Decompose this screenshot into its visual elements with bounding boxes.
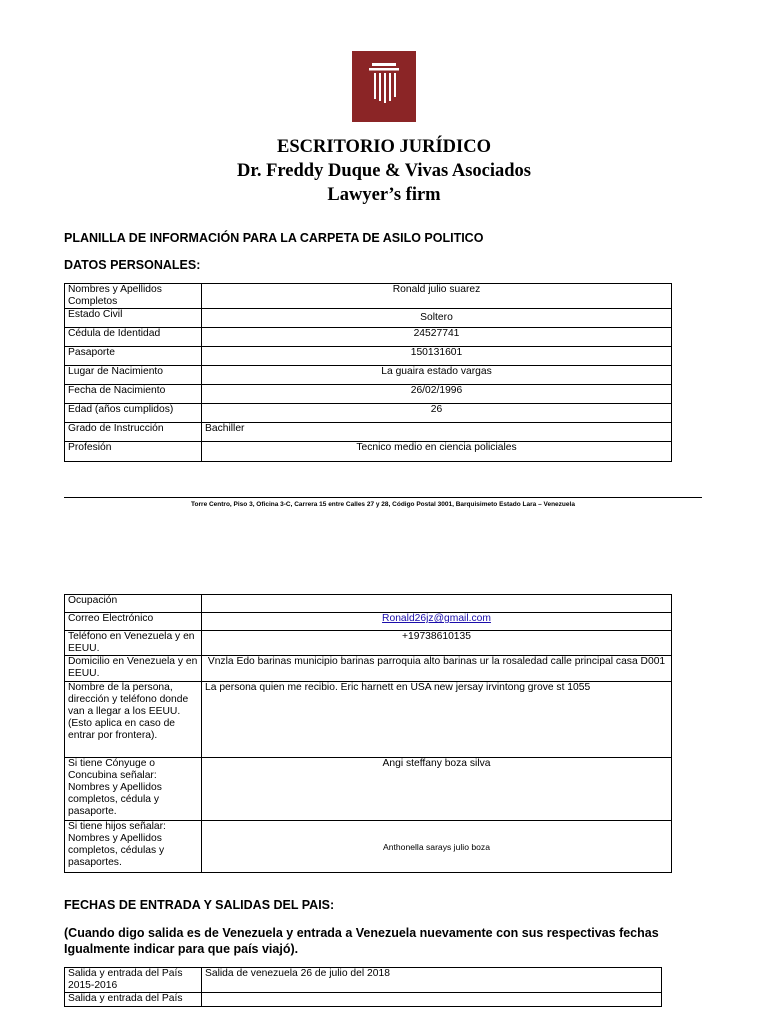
firm-logo — [352, 51, 416, 122]
column-icon — [352, 51, 416, 122]
estado-civil-value[interactable]: Soltero — [202, 309, 672, 328]
footer-divider — [64, 497, 702, 498]
footer-address: Torre Centro, Piso 3, Oficina 3-C, Carrera 15 entre Calles 27 y 28, Código Postal 3001, Barquisimeto Estado Lara – Venezuela — [191, 501, 575, 508]
profesion-label: Profesión — [65, 442, 202, 462]
conyuge-value[interactable]: Angi steffany boza silva — [202, 758, 672, 821]
correo-label: Correo Electrónico — [65, 613, 202, 631]
ocupacion-value[interactable] — [202, 595, 672, 613]
telefono-label: Teléfono en Venezuela y en EEUU. — [65, 631, 202, 656]
profesion-value[interactable]: Tecnico medio en ciencia policiales — [202, 442, 672, 462]
form-title: PLANILLA DE INFORMACIÓN PARA LA CARPETA DE ASILO POLITICO — [64, 231, 484, 245]
table-row — [65, 284, 672, 309]
ocupacion-label: Ocupación — [65, 595, 202, 613]
personal-section-title: DATOS PERSONALES: — [64, 258, 201, 272]
table-row — [65, 385, 672, 404]
table-row — [65, 656, 672, 682]
table-row — [65, 821, 672, 873]
table-row — [65, 595, 672, 613]
edad-value[interactable]: 26 — [202, 404, 672, 423]
table-row — [65, 328, 672, 347]
firm-name-line1: ESCRITORIO JURÍDICO — [277, 137, 491, 157]
lugar-nacimiento-label: Lugar de Nacimiento — [65, 366, 202, 385]
travel-row2-value[interactable] — [202, 993, 662, 1007]
table-row — [65, 758, 672, 821]
table-row — [65, 631, 672, 656]
table-row — [65, 993, 662, 1007]
table-row — [65, 442, 672, 462]
cedula-value[interactable]: 24527741 — [202, 328, 672, 347]
grado-instruccion-value[interactable]: Bachiller — [202, 423, 672, 442]
travel-note: (Cuando digo salida es de Venezuela y entrada a Venezuela nuevamente con sus respectivas fechas Igualmente indicar para que país viajó). — [64, 926, 659, 956]
cedula-label: Cédula de Identidad — [65, 328, 202, 347]
travel-table — [64, 967, 662, 1007]
firm-name-line2: Dr. Freddy Duque & Vivas Asociados — [237, 161, 531, 181]
grado-instruccion-label: Grado de Instrucción — [65, 423, 202, 442]
table-row — [65, 404, 672, 423]
lugar-nacimiento-value[interactable]: La guaira estado vargas — [202, 366, 672, 385]
firm-name-line3: Lawyer’s firm — [327, 185, 441, 205]
table-row — [65, 968, 662, 993]
nombres-value[interactable]: Ronald julio suarez — [202, 284, 672, 309]
domicilio-value[interactable]: Vnzla Edo barinas municipio barinas parroquia alto barinas ur la rosaledad calle principal casa D001 — [202, 656, 672, 682]
personal-data-table — [64, 283, 672, 462]
pasaporte-value[interactable]: 150131601 — [202, 347, 672, 366]
fecha-nacimiento-value[interactable]: 26/02/1996 — [202, 385, 672, 404]
table-row — [65, 347, 672, 366]
travel-row1-label: Salida y entrada del País 2015-2016 — [65, 968, 202, 993]
hijos-value[interactable]: Anthonella sarays julio boza — [202, 821, 672, 873]
nombres-label: Nombres y Apellidos Completos — [65, 284, 202, 309]
travel-row1-value[interactable]: Salida de venezuela 26 de julio del 2018 — [202, 968, 662, 993]
contact-data-table — [64, 594, 672, 873]
conyuge-label: Si tiene Cónyuge o Concubina señalar: Nombres y Apellidos completos, cédula y pasaporte. — [65, 758, 202, 821]
pasaporte-label: Pasaporte — [65, 347, 202, 366]
persona-contacto-label: Nombre de la persona, dirección y teléfono donde van a llegar a los EEUU. (Esto aplica en caso de entrar por frontera). — [65, 682, 202, 758]
domicilio-label: Domicilio en Venezuela y en EEUU. — [65, 656, 202, 682]
estado-civil-label: Estado Civil — [65, 309, 202, 328]
travel-row2-label: Salida y entrada del País — [65, 993, 202, 1007]
fecha-nacimiento-label: Fecha de Nacimiento — [65, 385, 202, 404]
table-row — [65, 613, 672, 631]
telefono-value[interactable]: +19738610135 — [202, 631, 672, 656]
persona-contacto-value[interactable]: La persona quien me recibio. Eric harnett en USA new jersay irvintong grove st 1055 — [202, 682, 672, 758]
hijos-label: Si tiene hijos señalar: Nombres y Apellidos completos, cédulas y pasaportes. — [65, 821, 202, 873]
table-row — [65, 682, 672, 758]
table-row — [65, 423, 672, 442]
table-row — [65, 366, 672, 385]
travel-section-title: FECHAS DE ENTRADA Y SALIDAS DEL PAIS: — [64, 898, 335, 912]
table-row — [65, 309, 672, 328]
edad-label: Edad (años cumplidos) — [65, 404, 202, 423]
email-link[interactable]: Ronald26jz@gmail.com — [382, 613, 491, 624]
